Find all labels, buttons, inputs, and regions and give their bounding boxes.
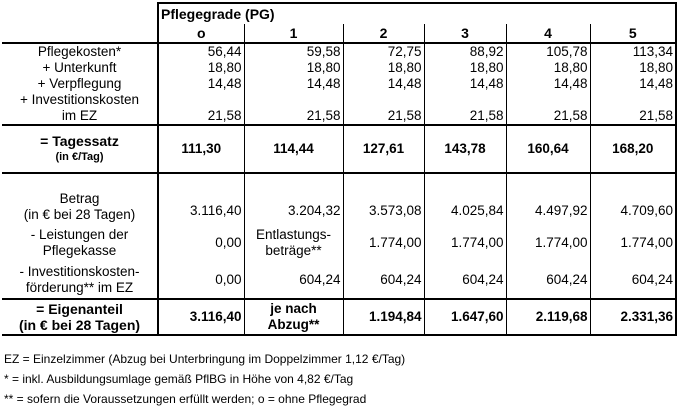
table-cell: 18,80: [590, 60, 676, 76]
cost-table: [2, 2, 677, 336]
table-cell: 4.497,92: [506, 173, 590, 225]
table-cell: 604,24: [590, 261, 676, 299]
footnote: EZ = Einzelzimmer (Abzug bei Unterbringung im Doppelzimmer 1,12 €/Tag): [4, 352, 406, 366]
table-cell: 127,61: [343, 125, 424, 173]
row-label: Betrag (in € bei 28 Tagen): [23, 191, 136, 222]
table-row: [2, 261, 676, 299]
table-cell: 72,75: [343, 43, 424, 60]
footnote: * = inkl. Ausbildungsumlage gemäß PflBG in Höhe von 4,82 €/Tag: [4, 372, 354, 386]
table-cell: 56,44: [158, 43, 244, 60]
table-cell: 168,20: [590, 125, 676, 173]
table-cell: 604,24: [506, 261, 590, 299]
table-row: [2, 76, 676, 92]
table-cell: 14,48: [590, 76, 676, 92]
row-label: + Unterkunft: [42, 60, 117, 75]
grade-header: 1: [244, 24, 343, 43]
grade-header: 2: [343, 24, 424, 43]
table-cell: 21,58: [158, 92, 244, 125]
table-row: [2, 43, 676, 60]
table-cell: 111,30: [158, 125, 244, 173]
header-title: Pflegegrade (PG): [158, 3, 676, 24]
table-cell: 14,48: [244, 76, 343, 92]
table-row: [2, 92, 676, 125]
row-label: = Tagessatz (in €/Tag): [2, 125, 158, 173]
table-cell: 4.025,84: [424, 173, 506, 225]
table-cell: 604,24: [244, 261, 343, 299]
grade-header: o: [158, 24, 244, 43]
table-cell: 0,00: [158, 225, 244, 261]
table-cell: 14,48: [506, 76, 590, 92]
table-row-eigenanteil: [2, 299, 676, 335]
table-cell: 1.774,00: [424, 225, 506, 261]
table-cell: je nach Abzug**: [244, 299, 343, 335]
table-cell: 18,80: [244, 60, 343, 76]
footnote: ** = sofern die Voraussetzungen erfüllt werden; o = ohne Pflegegrad: [4, 392, 367, 406]
table-row-tagessatz: [2, 125, 676, 173]
header-row-title: [2, 3, 676, 24]
table-cell: 88,92: [424, 43, 506, 60]
table-row: [2, 225, 676, 261]
grade-header: 4: [506, 24, 590, 43]
table-cell: 18,80: [424, 60, 506, 76]
table-cell: 143,78: [424, 125, 506, 173]
table-cell: 3.116,40: [158, 173, 244, 225]
table-cell: 18,80: [343, 60, 424, 76]
row-label: - Leistungen der Pflegekasse: [30, 227, 129, 258]
table-row: [2, 173, 676, 225]
grade-header: 3: [424, 24, 506, 43]
table-cell: 2.119,68: [506, 299, 590, 335]
row-label: = Eigenanteil (in € bei 28 Tagen): [2, 299, 158, 335]
header-row-grades: [2, 24, 676, 43]
table-cell: 114,44: [244, 125, 343, 173]
table-cell: 21,58: [343, 92, 424, 125]
table-cell: 0,00: [158, 261, 244, 299]
table-cell: 14,48: [424, 76, 506, 92]
table-cell: 3.204,32: [244, 173, 343, 225]
table-cell: 160,64: [506, 125, 590, 173]
table-cell: 604,24: [424, 261, 506, 299]
grade-header: 5: [590, 24, 676, 43]
table-cell: 1.647,60: [424, 299, 506, 335]
table-cell: 1.194,84: [343, 299, 424, 335]
table-cell: 1.774,00: [590, 225, 676, 261]
table-cell: 21,58: [424, 92, 506, 125]
table-cell: 1.774,00: [343, 225, 424, 261]
table-cell: 21,58: [506, 92, 590, 125]
row-label: + Investitionskosten im EZ: [20, 92, 139, 123]
table-cell: 3.573,08: [343, 173, 424, 225]
table-cell: 59,58: [244, 43, 343, 60]
table-cell: 3.116,40: [158, 299, 244, 335]
table-row: [2, 60, 676, 76]
table-cell: 21,58: [590, 92, 676, 125]
table-cell: 113,34: [590, 43, 676, 60]
table-cell: 14,48: [343, 76, 424, 92]
table-cell: Entlastungs- beträge**: [244, 225, 343, 261]
row-label: + Verpflegung: [37, 76, 122, 91]
table-cell: 4.709,60: [590, 173, 676, 225]
table-cell: 1.774,00: [506, 225, 590, 261]
table-cell: 604,24: [343, 261, 424, 299]
row-label: - Investitionskosten- förderung** im EZ: [19, 263, 140, 295]
table-cell: 21,58: [244, 92, 343, 125]
row-label: Pflegekosten*: [37, 44, 122, 59]
table-cell: 14,48: [158, 76, 244, 92]
table-cell: 2.331,36: [590, 299, 676, 335]
table-cell: 105,78: [506, 43, 590, 60]
table-cell: 18,80: [158, 60, 244, 76]
table-cell: 18,80: [506, 60, 590, 76]
